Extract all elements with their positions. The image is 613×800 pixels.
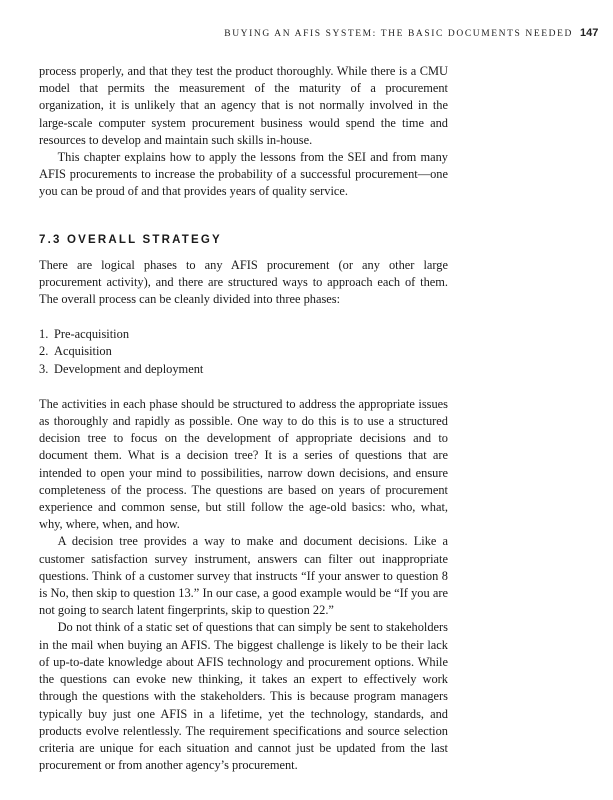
list-number: 1. [39, 327, 49, 342]
paragraph: process properly, and that they test the product thoroughly. While there is a CMU model that permits the measurement of the maturity of a procurement organization, it is unlikely that an agency that is not normally involved in the large-scale computer system procurement business would spend the time and resources to develop and maintain such skills in-house. [39, 64, 448, 147]
list-number: 3. [39, 361, 49, 376]
paragraph: This chapter explains how to apply the lessons from the SEI and from many AFIS procurements to increase the probability of a successful procurement—one you can be proud of and that provides years of quality service. [39, 150, 448, 199]
running-head: BUYING AN AFIS SYSTEM: THE BASIC DOCUMENTS NEEDED [224, 29, 573, 39]
paragraph: Do not think of a static set of questions that can simply be sent to stakeholders in the mail when buying an AFIS. The biggest challenge is likely to be their lack of up-to-date knowledge about AFIS technology and procurement options. While the questions can evoke new thinking, it takes an expert to effectively work through the questions with the stakeholders. This is because program managers typically buy just one AFIS in a lifetime, yet the technology, standards, and products evolve relentlessly. The requirement specifications and source selection criteria are unique for each situation and cannot just be updated from the last procurement or from another agency’s procurement. [39, 620, 448, 773]
list-item [39, 326, 448, 343]
body-text [39, 63, 448, 774]
list-label: Acquisition [54, 344, 112, 359]
page-number: 147 [580, 27, 599, 39]
phase-list [39, 326, 448, 378]
section-heading: 7.3 OVERALL STRATEGY [39, 233, 222, 246]
list-item [39, 343, 448, 360]
list-item [39, 361, 448, 378]
paragraph: The activities in each phase should be structured to address the appropriate issues as thoroughly and rapidly as possible. One way to do this is to use a structured decision tree to focus on the development of appropriate decisions and to document them. What is a decision tree? It is a series of questions that are intended to open your mind to possibilities, narrow down decisions, and ensure completeness of the process. The questions are based on years of procurement experience and common sense, but still follow the age-old basics: who, what, why, where, when, and how. [39, 396, 448, 532]
paragraph: A decision tree provides a way to make and document decisions. Like a customer satisfaction survey instrument, answers can filter out inappropriate questions. Think of a customer survey that instructs “If your answer to question 8 is No, then skip to question 13.” In our case, a good example would be “If you are not going to search latent fingerprints, skip to question 22.” [39, 534, 448, 618]
list-label: Development and deployment [54, 361, 204, 376]
list-number: 2. [39, 344, 49, 359]
section-intro: There are logical phases to any AFIS procurement (or any other large procurement activity), and there are structured ways to approach each of them. The overall process can be cleanly divided into three phases: [39, 257, 448, 307]
list-label: Pre-acquisition [54, 327, 130, 342]
